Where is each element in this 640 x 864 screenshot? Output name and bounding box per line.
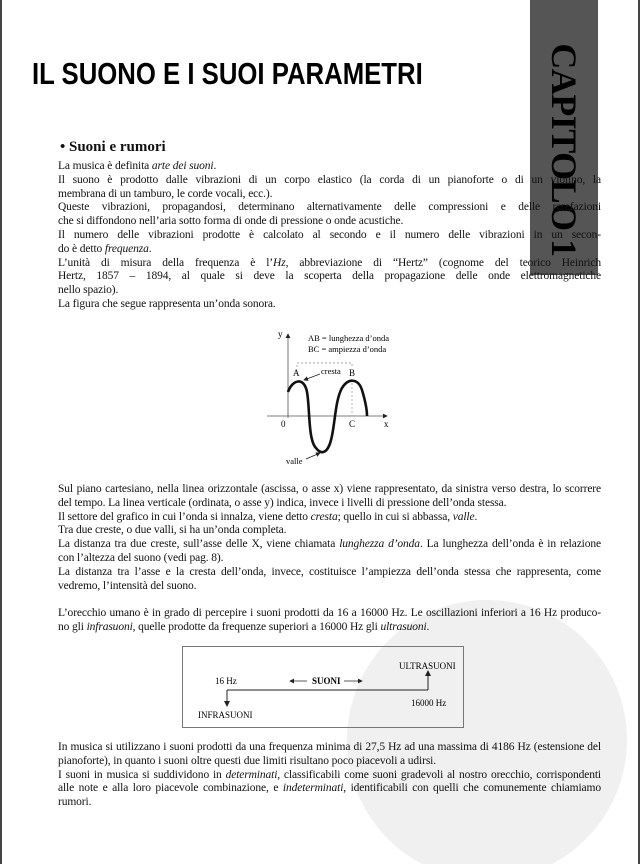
text-line [58, 511, 601, 525]
ultrasound-label: ULTRASUONI [399, 661, 456, 671]
text-run: , quelle prodotte da frequenze superiori a 16000 Hz gli [132, 620, 381, 633]
paragraph-block-wave [58, 483, 601, 635]
italic-term: Hz [273, 256, 286, 269]
text-line [58, 270, 601, 284]
text-run: do è detto [58, 242, 105, 255]
origin-label: 0 [281, 419, 286, 429]
infrasound-label: INFRASUONI [198, 710, 253, 720]
blank-line [58, 593, 601, 607]
text-line [58, 796, 601, 810]
text-run: Queste vibrazioni, propagandosi, determinano alternativamente delle compressioni e delle rarefazioni [58, 201, 601, 214]
text-line [58, 538, 601, 552]
text-run: . [426, 620, 430, 633]
text-run: L’orecchio umano è in grado di percepire i suoni prodotti da 16 a 16000 Hz. Le oscillazioni inferiori a 16 Hz produco- [58, 607, 601, 620]
trough-arrow [306, 453, 320, 459]
text-line [58, 284, 601, 298]
text-line [58, 188, 601, 202]
text-run: con l’altezza del suono (vedi pag. 8). [58, 551, 224, 564]
text-run: pianoforte), in quanto i suoni oltre questi due limiti risultano poco piacevoli a udirsi. [58, 754, 437, 767]
text-line [58, 741, 601, 755]
crest-arrow [304, 374, 320, 380]
legend-ab: AB = lunghezza d’onda [308, 333, 390, 343]
y-axis-label: y [278, 329, 283, 339]
text-run: , classificabili come suoni gradevoli al nostro orecchio, corrispondenti [277, 768, 601, 781]
italic-term: cresta [310, 510, 338, 523]
paragraph-block-intro [58, 160, 601, 312]
text-run: In musica si utilizzano i suoni prodotti da una frequenza minima di 27,5 Hz ad una massima di 4186 Hz (estensione del [58, 741, 601, 753]
text-line [58, 621, 601, 635]
text-run: Il numero delle vibrazioni prodotte è calcolato al secondo e il numero delle vibrazioni in un secon- [58, 228, 601, 241]
point-a-label: A [293, 368, 300, 378]
high-frequency-label: 16000 Hz [411, 698, 447, 708]
text-run: rumori. [58, 796, 92, 809]
italic-term: lunghezza d’onda [339, 538, 420, 551]
text-line [58, 607, 601, 621]
text-line [58, 243, 601, 257]
text-line [58, 524, 601, 538]
text-run: Sul piano cartesiano, nella linea orizzontale (ascissa, o asse x) viene rappresentato, da sinistra verso destra, lo scorrere [58, 483, 601, 495]
text-line [58, 215, 601, 229]
text-run: . La lunghezza dell’onda è in relazione [419, 538, 601, 551]
text-run: che si diffondono nell’aria sotto forma di onde di pressione o onde acustiche. [58, 215, 404, 228]
legend-bc: BC = ampiezza d’onda [308, 344, 387, 354]
italic-term: determinati [225, 768, 278, 781]
text-run: membrana di un tamburo, le corde vocali, ecc.). [58, 187, 273, 200]
point-c-label: C [349, 419, 356, 429]
italic-term: infrasuoni [86, 620, 133, 633]
text-line [58, 566, 601, 580]
text-run: Tra due creste, o due valli, si ha un’onda completa. [58, 524, 287, 537]
frequency-range-box [182, 646, 464, 728]
point-b-label: B [349, 368, 356, 378]
text-line [58, 769, 601, 783]
paragraph-block-music [58, 741, 601, 810]
text-run: Il settore del grafico in cui l’onda si innalza, viene detto [58, 510, 311, 523]
text-line [58, 229, 601, 243]
text-line [58, 782, 601, 796]
text-run: , identificabili con quelli che comunemente chiamiamo [343, 782, 601, 795]
text-run: La distanza tra l’asse e la cresta dell’onda, invece, costituisce l’ampiezza dell’onda stessa che rappresenta, come [58, 565, 601, 578]
text-line [58, 552, 601, 566]
text-run: . [213, 160, 217, 172]
text-run: . [474, 510, 478, 523]
text-line [58, 257, 601, 271]
trough-label: valle [286, 456, 303, 466]
page-title: IL SUONO E I SUOI PARAMETRI [32, 56, 423, 91]
text-line [58, 160, 601, 174]
text-run: ; quello in cui si abbassa, [337, 510, 453, 523]
text-run: del tempo. La linea verticale (ordinata, o asse y) indica, invece i livelli di pressione dell’onda stessa. [58, 496, 507, 509]
text-run: Il suono è prodotto dalle vibrazioni di un corpo elastico (la corda di un pianoforte o di un violino, la [58, 173, 601, 186]
text-line [58, 201, 601, 215]
text-run: I suoni in musica si suddividono in [58, 768, 226, 781]
text-line [58, 298, 601, 312]
text-line [58, 174, 601, 188]
sound-wave-curve [288, 381, 367, 452]
text-run: nello spazio). [58, 284, 119, 297]
text-run: L’unità di misura della frequenza è l’ [58, 256, 274, 269]
text-run: , abbreviazione di “Hertz” (cognome del teorico Heinrich [285, 256, 601, 269]
italic-term: indeterminati [282, 782, 344, 795]
text-run: La figura che segue rappresenta un’onda sonora. [58, 297, 276, 310]
italic-term: arte dei suoni [151, 160, 214, 172]
low-frequency-label: 16 Hz [215, 676, 237, 686]
section-heading: • Suoni e rumori [60, 139, 166, 155]
italic-term: valle [452, 510, 475, 523]
treble-clef-watermark [347, 600, 627, 864]
text-run: no gli [58, 620, 87, 633]
text-line [58, 755, 601, 769]
text-run: . [148, 242, 152, 255]
wavelength-bracket [297, 363, 352, 367]
text-run: La distanza tra due creste, sull’asse delle X, viene chiamata [58, 538, 340, 551]
italic-term: ultrasuoni [380, 620, 427, 633]
text-run: vedremo, l’intensità del suono. [58, 579, 197, 592]
text-run: alle note e alla loro piacevole combinazione, e [58, 782, 283, 795]
text-run: Hertz, 1857 – 1894, al quale si deve la scoperta della propagazione delle onde elettromagnetiche [58, 270, 601, 283]
sounds-label: SUONI [312, 676, 341, 686]
text-line [58, 483, 601, 497]
text-line [58, 580, 601, 594]
italic-term: frequenza [104, 242, 149, 255]
crest-label: cresta [321, 366, 341, 376]
x-axis-label: x [384, 419, 389, 429]
chapter-label: CAPITOLO 1 [544, 43, 584, 257]
text-line [58, 497, 601, 511]
text-run: La musica è definita [58, 160, 152, 172]
